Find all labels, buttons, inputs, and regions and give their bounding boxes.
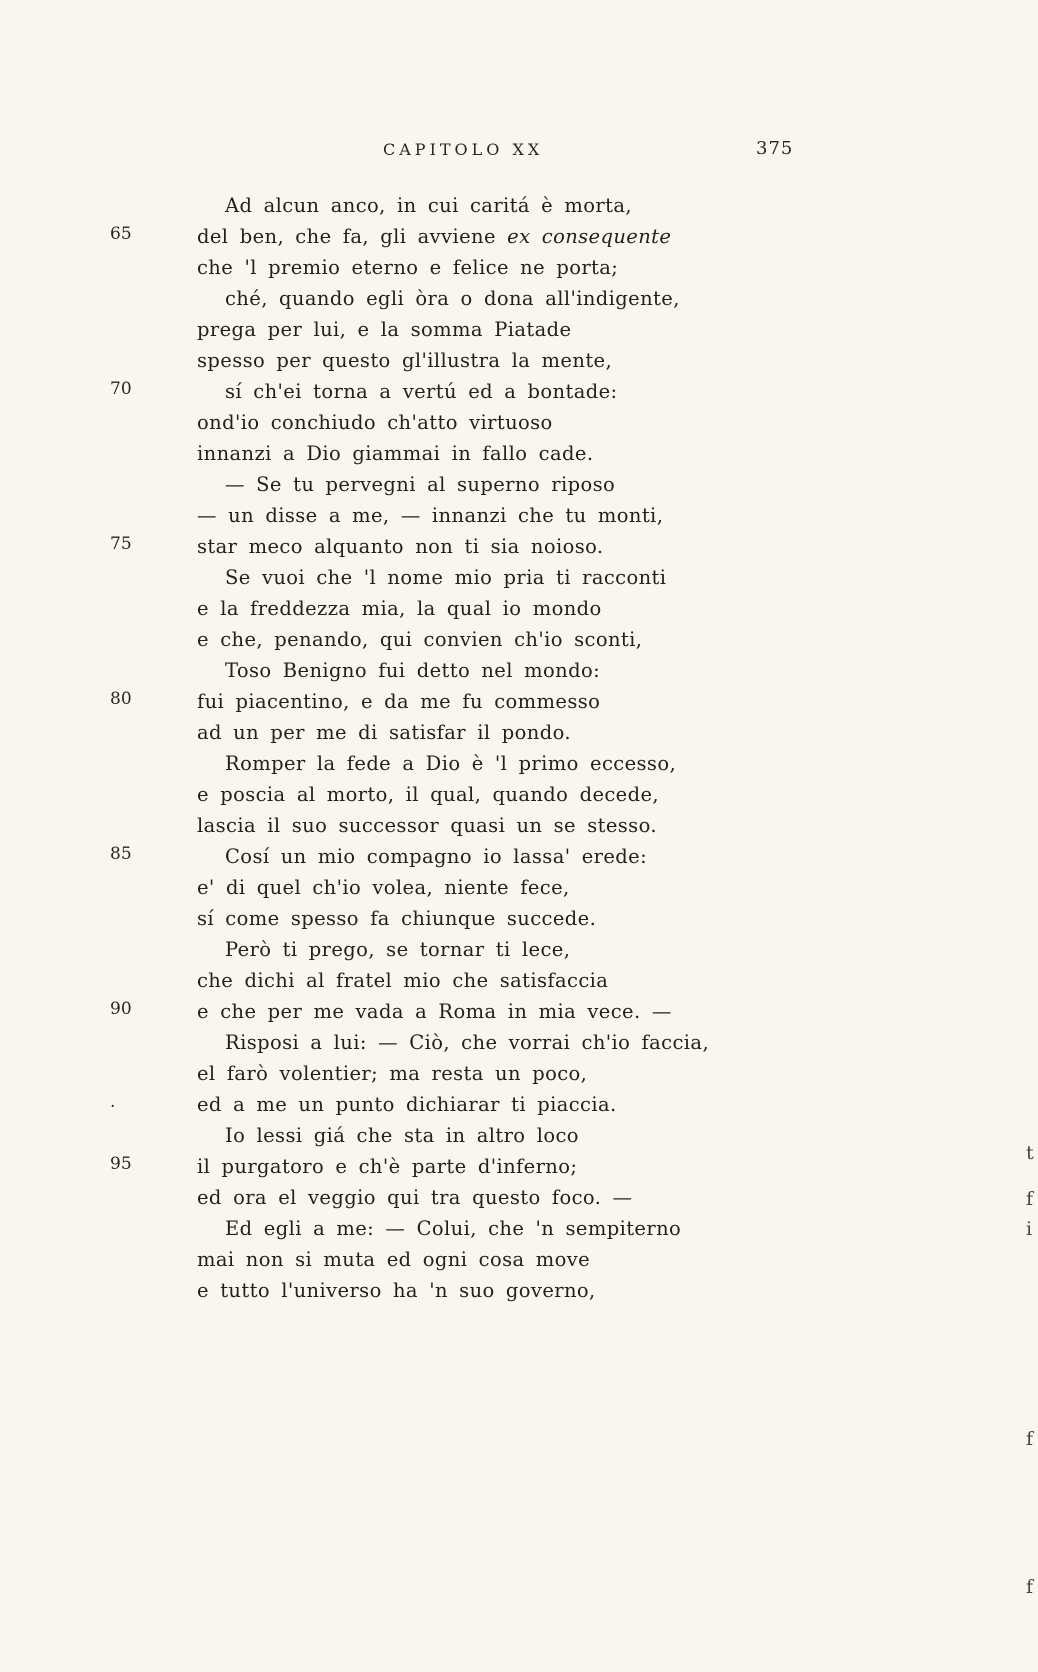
verse-line: [110, 655, 970, 686]
verse-text: Toso Benigno fui detto nel mondo:: [225, 659, 601, 682]
verse-line: [110, 407, 970, 438]
verse-text: spesso per questo gl'illustra la mente,: [197, 349, 613, 372]
verse-text: che 'l premio eterno e felice ne porta;: [197, 256, 619, 279]
verse-text: — Se tu pervegni al superno riposo: [225, 473, 616, 496]
verse-text: e che, penando, qui convien ch'io sconti,: [197, 628, 643, 651]
verse-line: [110, 500, 970, 531]
verse-text: lascia il suo successor quasi un se stesso.: [197, 814, 657, 837]
verse-text: Ad alcun anco, in cui caritá è morta,: [225, 194, 632, 217]
verse-line: [110, 903, 970, 934]
verse-line: [110, 934, 970, 965]
verse-text: Io lessi giá che sta in altro loco: [225, 1124, 579, 1147]
verse-line: [110, 841, 970, 872]
verse-line: [110, 1244, 970, 1275]
page-edge-artifact: i: [1026, 1218, 1033, 1240]
verse-text-italic: ex consequente: [507, 225, 672, 248]
page-edge-artifact: t: [1026, 1142, 1034, 1164]
verse-text: prega per lui, e la somma Piatade: [197, 318, 572, 341]
page-edge-artifact: f: [1026, 1428, 1034, 1450]
verse-text: mai non si muta ed ogni cosa move: [197, 1248, 591, 1271]
verse-text: star meco alquanto non ti sia noioso.: [197, 535, 604, 558]
verse-text: Però ti prego, se tornar ti lece,: [225, 938, 571, 961]
line-number: 70: [110, 379, 132, 399]
verse-line: [110, 376, 970, 407]
verse-line: [110, 872, 970, 903]
verse-line: [110, 779, 970, 810]
verse-line: [110, 748, 970, 779]
verse-text: el farò volentier; ma resta un poco,: [197, 1062, 588, 1085]
verse-text: Romper la fede a Dio è 'l primo eccesso,: [225, 752, 677, 775]
verse-text: del ben, che fa, gli avviene ex consequente: [197, 225, 672, 248]
verse-line: [110, 717, 970, 748]
verse-text: e tutto l'universo ha 'n suo governo,: [197, 1279, 596, 1302]
verse-line: [110, 1275, 970, 1306]
verse-text: Cosí un mio compagno io lassa' erede:: [225, 845, 648, 868]
verse-text: ond'io conchiudo ch'atto virtuoso: [197, 411, 553, 434]
verse-line: [110, 996, 970, 1027]
verse-line: [110, 1213, 970, 1244]
page-edge-artifact: f: [1026, 1576, 1034, 1598]
verse-line: [110, 438, 970, 469]
verse-text: che dichi al fratel mio che satisfaccia: [197, 969, 609, 992]
verse-text: sí come spesso fa chiunque succede.: [197, 907, 597, 930]
verse-line: [110, 1182, 970, 1213]
verse-text: sí ch'ei torna a vertú ed a bontade:: [225, 380, 618, 403]
verse-line: [110, 252, 970, 283]
verse-text: Risposi a lui: — Ciò, che vorrai ch'io faccia,: [225, 1031, 710, 1054]
verse-text: ed ora el veggio qui tra questo foco. —: [197, 1186, 633, 1209]
verse-line: [110, 624, 970, 655]
line-number: 85: [110, 844, 132, 864]
line-number: 75: [110, 534, 132, 554]
verse-text: Se vuoi che 'l nome mio pria ti racconti: [225, 566, 667, 589]
verse-line: [110, 283, 970, 314]
verse-line: [110, 1058, 970, 1089]
verse-line: [110, 810, 970, 841]
line-number: .: [110, 1092, 116, 1112]
verse-line: [110, 469, 970, 500]
verse-line: [110, 314, 970, 345]
line-number: 65: [110, 224, 132, 244]
running-head: [0, 138, 1038, 164]
verse-line: [110, 686, 970, 717]
verse-text: ché, quando egli òra o dona all'indigente,: [225, 287, 680, 310]
page-edge-artifact: f: [1026, 1188, 1034, 1210]
verse-text: ad un per me di satisfar il pondo.: [197, 721, 571, 744]
verse-text: innanzi a Dio giammai in fallo cade.: [197, 442, 594, 465]
verse-line: [110, 1089, 970, 1120]
line-number: 95: [110, 1154, 132, 1174]
verse-line: [110, 190, 970, 221]
verse-line: [110, 1120, 970, 1151]
verse-text: fui piacentino, e da me fu commesso: [197, 690, 601, 713]
verse-text: Ed egli a me: — Colui, che 'n sempiterno: [225, 1217, 682, 1240]
verse-text: e che per me vada a Roma in mia vece. —: [197, 1000, 672, 1023]
line-number: 80: [110, 689, 132, 709]
verse-line: [110, 345, 970, 376]
verse-text: e poscia al morto, il qual, quando decede,: [197, 783, 660, 806]
verse-text: ed a me un punto dichiarar ti piaccia.: [197, 1093, 617, 1116]
verse-line: [110, 1151, 970, 1182]
verse-text: il purgatoro e ch'è parte d'inferno;: [197, 1155, 578, 1178]
verse-line: [110, 562, 970, 593]
verse-text: e la freddezza mia, la qual io mondo: [197, 597, 602, 620]
line-number: 90: [110, 999, 132, 1019]
page-number: 375: [756, 138, 794, 159]
verse-line: [110, 221, 970, 252]
verse-text: — un disse a me, — innanzi che tu monti,: [197, 504, 664, 527]
verse-line: [110, 965, 970, 996]
verse-line: [110, 1027, 970, 1058]
verse-lines: [110, 190, 970, 1306]
verse-text: e' di quel ch'io volea, niente fece,: [197, 876, 570, 899]
chapter-title: CAPITOLO XX: [383, 140, 544, 159]
verse-line: [110, 531, 970, 562]
verse-line: [110, 593, 970, 624]
